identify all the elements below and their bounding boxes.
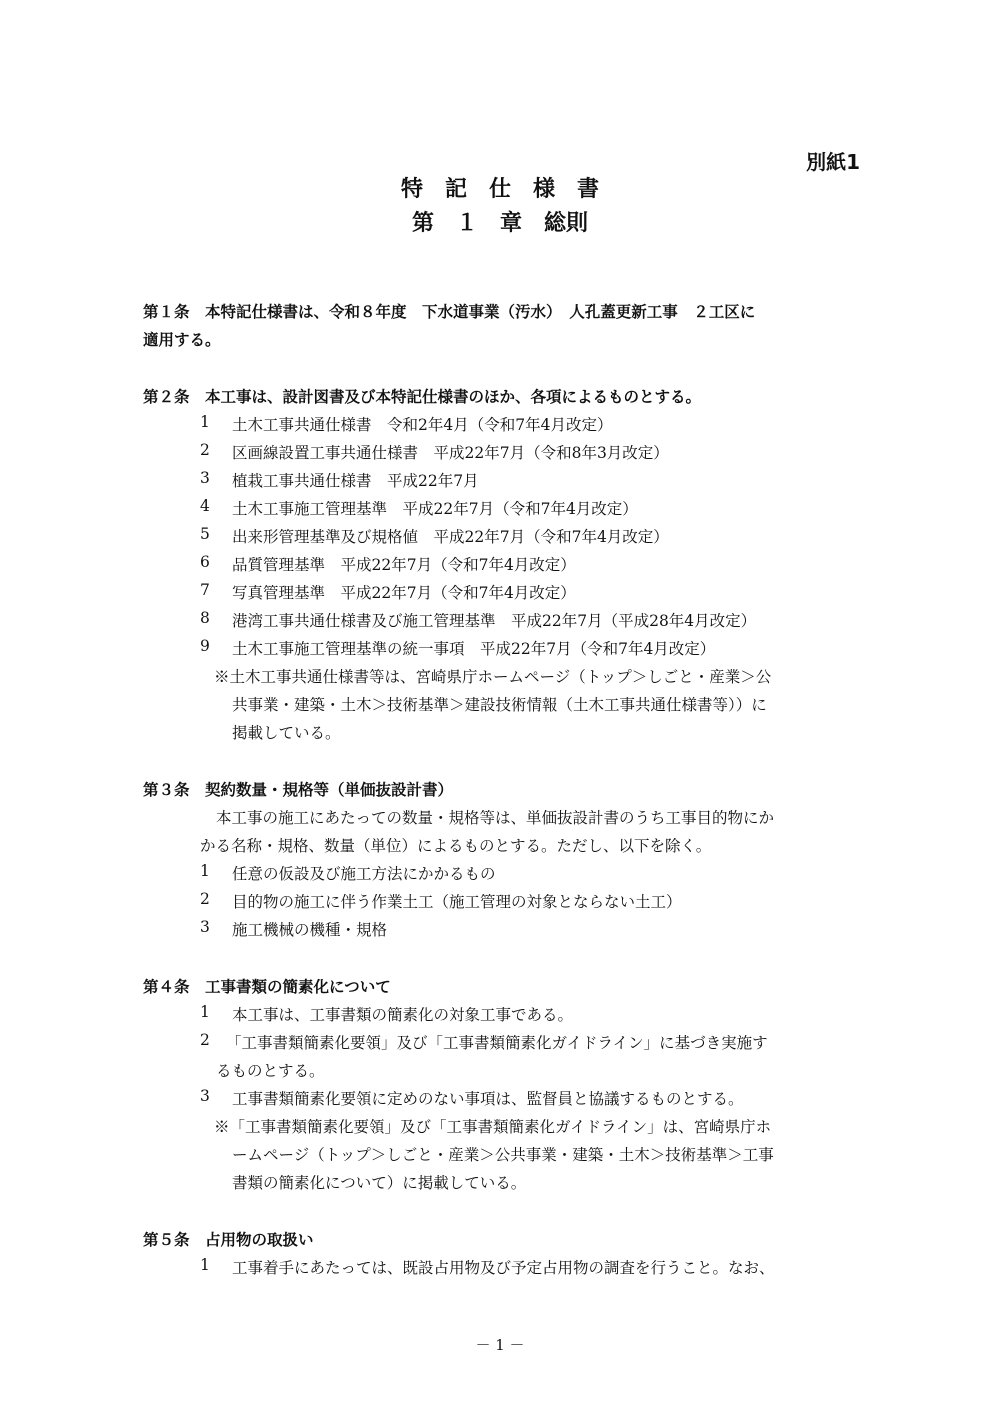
attachment-label: 別紙1 [806,150,860,174]
item-number: 7 [200,581,210,599]
item-number: 2 [200,441,210,459]
item-number: 3 [200,918,210,936]
article-3-heading: 第３条 契約数量・規格等（単価抜設計書） [143,781,454,799]
item-number: 3 [200,1087,210,1105]
item-number: 4 [200,497,210,515]
article-3-paragraph: 本工事の施工にあたっての数量・規格等は、単価抜設計書のうち工事目的物にか [216,809,775,827]
item-number: 8 [200,609,210,627]
item-number: 6 [200,553,210,571]
article-5-heading: 第５条 占用物の取扱い [143,1231,314,1249]
item-number: 1 [200,413,210,431]
article-4-heading: 第４条 工事書類の簡素化について [143,978,391,996]
document-title: 特 記 仕 様 書 [400,177,599,202]
item-text: 土木工事施工管理基準の統一事項 平成22年7月（令和7年4月改定） [232,640,716,658]
item-text: 植栽工事共通仕様書 平成22年7月 [232,472,479,490]
item-text: 目的物の施工に伴う作業土工（施工管理の対象とならない土工） [232,893,682,911]
item-text: 土木工事施工管理基準 平成22年7月（令和7年4月改定） [232,500,638,518]
item-text: 「工事書類簡素化要領」及び「工事書類簡素化ガイドライン」に基づき実施す [226,1034,768,1052]
item-number: 5 [200,525,210,543]
item-text: 出来形管理基準及び規格値 平成22年7月（令和7年4月改定） [232,528,669,546]
note-line: 共事業・建築・土木＞技術基準＞建設技術情報（土木工事共通仕様書等））に [232,696,767,714]
article-3-paragraph-cont: かる名称・規格、数量（単位）によるものとする。ただし、以下を除く。 [200,837,712,855]
note-line: 掲載している。 [232,724,341,742]
page-number: － 1 － [475,1336,525,1354]
item-number: 3 [200,469,210,487]
item-text: 区画線設置工事共通仕様書 平成22年7月（令和8年3月改定） [232,444,669,462]
chapter-title: 第 １ 章 総則 [411,211,588,236]
item-number: 1 [200,862,210,880]
article-2-heading: 第２条 本工事は、設計図書及び本特記仕様書のほか、各項によるものとする。 [143,388,702,406]
item-text: 任意の仮設及び施工方法にかかるもの [232,865,496,883]
note-line: ※土木工事共通仕様書等は、宮崎県庁ホームページ（トップ＞しごと・産業＞公 [214,668,772,686]
item-text: 施工機械の機種・規格 [232,921,388,939]
note-line: ※「工事書類簡素化要領」及び「工事書類簡素化ガイドライン」は、宮崎県庁ホ [214,1118,772,1136]
article-1-heading-cont: 適用する。 [143,331,221,349]
note-line: ームページ（トップ＞しごと・産業＞公共事業・建築・土木＞技術基準＞工事 [232,1146,774,1164]
item-text-cont: るものとする。 [216,1062,325,1080]
item-text: 写真管理基準 平成22年7月（令和7年4月改定） [232,584,576,602]
item-text: 土木工事共通仕様書 令和2年4月（令和7年4月改定） [232,416,613,434]
item-number: 1 [200,1003,210,1021]
note-line: 書類の簡素化について）に掲載している。 [232,1174,527,1192]
article-1-heading: 第１条 本特記仕様書は、令和８年度 下水道事業（汚水） 人孔蓋更新工事 ２工区に [143,303,756,321]
item-text: 本工事は、工事書類の簡素化の対象工事である。 [232,1006,574,1024]
item-number: 2 [200,890,210,908]
item-text: 品質管理基準 平成22年7月（令和7年4月改定） [232,556,576,574]
item-text: 港湾工事共通仕様書及び施工管理基準 平成22年7月（平成28年4月改定） [232,612,757,630]
item-text: 工事書類簡素化要領に定めのない事項は、監督員と協議するものとする。 [232,1090,744,1108]
item-text: 工事着手にあたっては、既設占用物及び予定占用物の調査を行うこと。なお、 [232,1259,775,1277]
item-number: 2 [200,1031,210,1049]
item-number: 1 [200,1256,210,1274]
item-number: 9 [200,637,210,655]
